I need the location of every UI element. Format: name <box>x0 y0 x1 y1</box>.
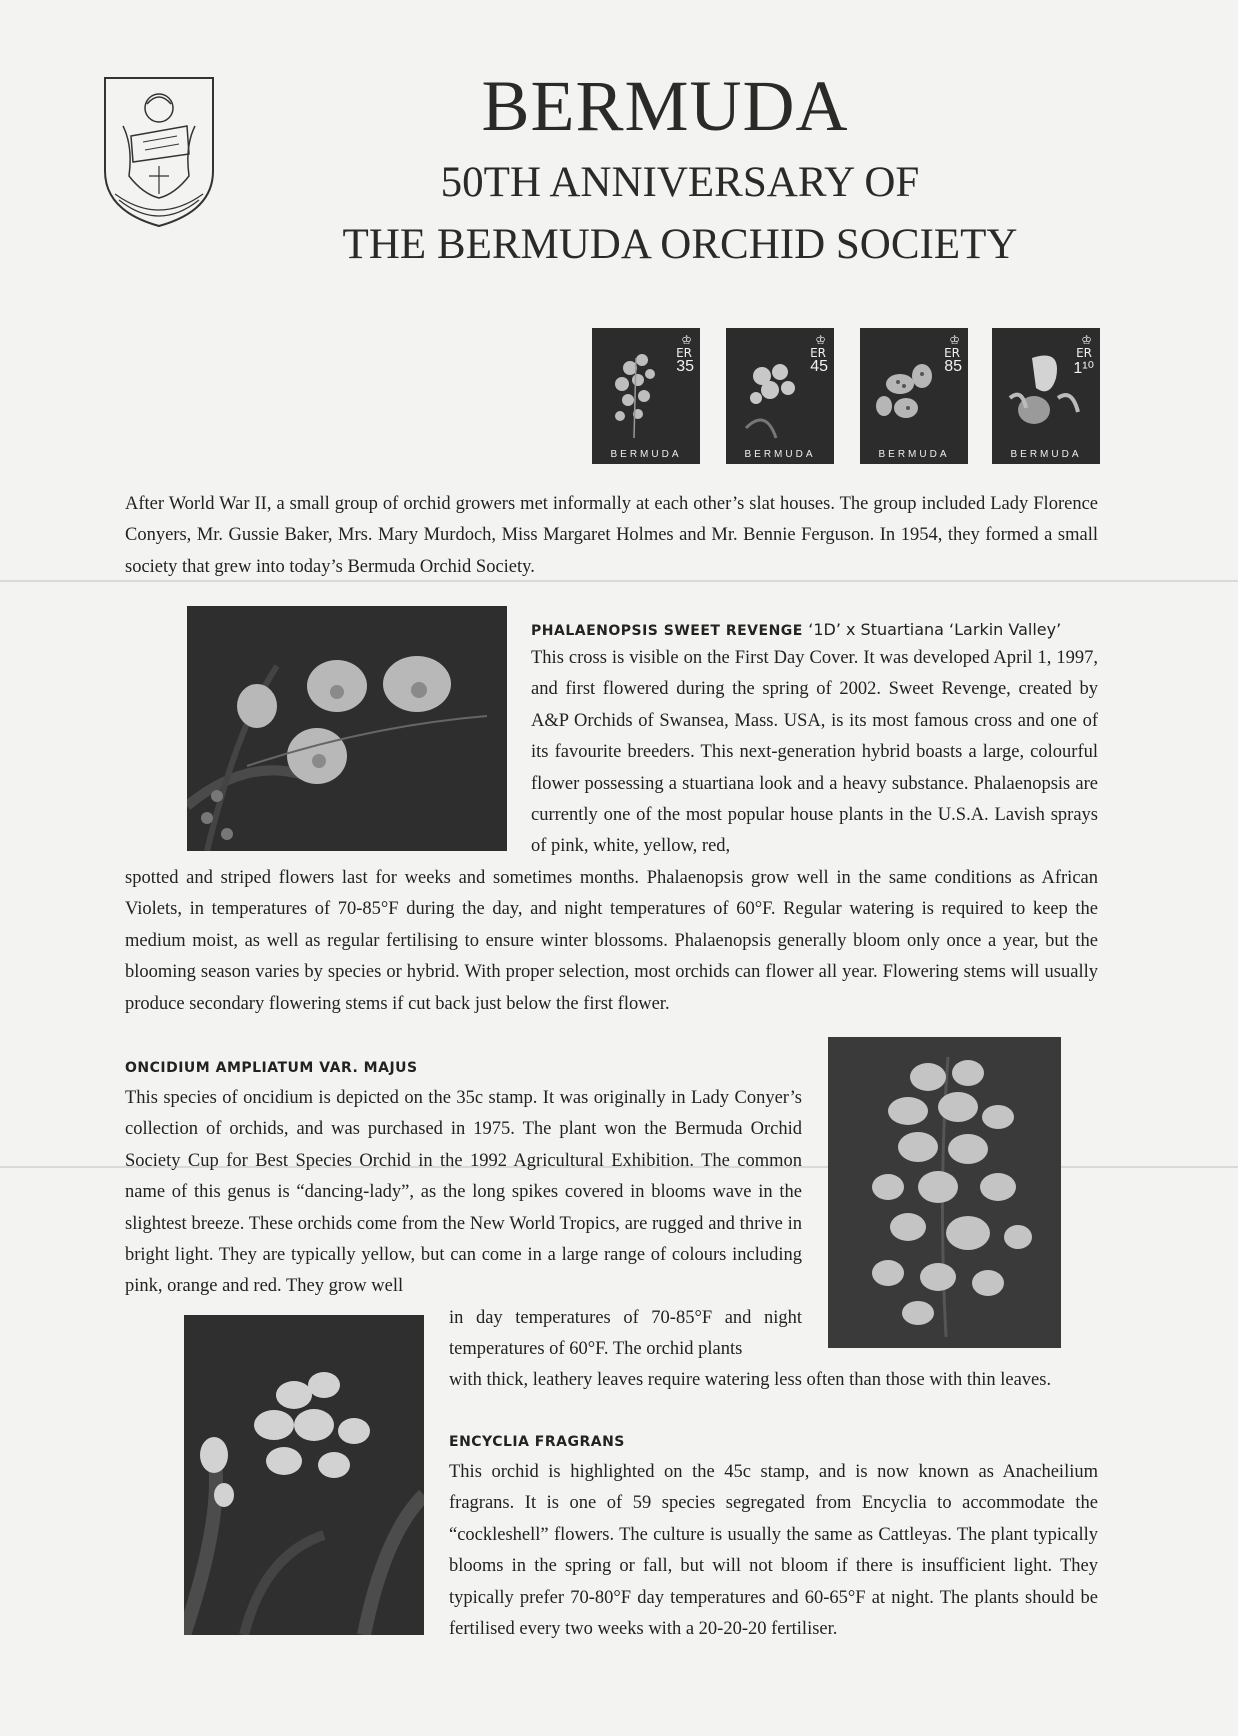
stamp-value: 1¹⁰ <box>1073 360 1094 377</box>
oncidium-text-mid: in day temperatures of 70-85°F and night temperatures of 60°F. The orchid plants <box>449 1308 802 1360</box>
stamp-set <box>592 328 1100 464</box>
oncidium-text-end: with thick, leathery leaves require watering less often than those with thin leaves. <box>449 1370 1052 1390</box>
phalaenopsis-text-full-width: spotted and striped flowers last for weeks and sometimes months. Phalaenopsis grow well in the same conditions as African Violets, in temperatures of 70-85°F during the day, and night temperatures of 60°F. Regular watering is required to keep the medium moist, as well as regular fertilising to ensure winter blossoms. Phalaenopsis generally bloom only once a year, but the blooming season varies by species or hybrid. With proper selection, most orchids can flower all year. Flowering stems will usually produce secondary flowering stems if cut back just below the first flower. <box>125 868 1098 1014</box>
stamp-country: BERMUDA <box>1010 449 1082 460</box>
stamp-110c <box>992 328 1100 464</box>
stamp-35c <box>592 328 700 464</box>
subtitle-line-1: 50TH ANNIVERSARY OF <box>440 159 920 206</box>
stamp-value: 45 <box>810 358 828 375</box>
crown-icon: ♔ <box>1081 333 1092 347</box>
royal-cypher: ER <box>676 346 692 360</box>
section-heading-encyclia <box>449 1434 1049 1450</box>
heading-text: ONCIDIUM AMPLIATUM VAR. MAJUS <box>125 1060 418 1076</box>
stamp-45c <box>726 328 834 464</box>
heading-text: PHALAENOPSIS SWEET REVENGE <box>531 623 803 639</box>
royal-cypher: ER <box>1076 346 1092 360</box>
stamp-value: 85 <box>944 358 962 375</box>
royal-cypher: ER <box>944 346 960 360</box>
phalaenopsis-photo <box>187 606 507 851</box>
stamp-value: 35 <box>676 358 694 375</box>
section-heading-oncidium <box>125 1060 725 1076</box>
stamp-85c <box>860 328 968 464</box>
heading-cultivar-text: ‘1D’ x Stuartiana ‘Larkin Valley’ <box>808 620 1062 639</box>
stamp-country: BERMUDA <box>610 449 682 460</box>
stamp-country: BERMUDA <box>878 449 950 460</box>
crown-icon: ♔ <box>681 333 692 347</box>
oncidium-photo <box>828 1037 1061 1348</box>
crown-icon: ♔ <box>815 333 826 347</box>
crown-icon: ♔ <box>949 333 960 347</box>
oncidium-text-left: This species of oncidium is depicted on the 35c stamp. It was originally in Lady Conyer’s collection of orchids, and was purchased in 1975. The plant won the Bermuda Orchid Society Cup for Best Species Orchid in the 1992 Agricultural Exhibition. The common name of this genus is “dancing-lady”, as the long spikes covered in blooms wave in the slightest breeze. These orchids come from the New World Tropics, are rugged and thrive in bright light. They are typically yellow, but can come in a large range of colours including pink, orange and red. They grow well <box>125 1088 802 1297</box>
encyclia-photo <box>184 1315 424 1635</box>
bermuda-coat-of-arms <box>103 76 215 236</box>
phalaenopsis-text-beside-photo: This cross is visible on the First Day Cover. It was developed April 1, 1997, and first flowered during the spring of 2002. Sweet Revenge, created by A&P Orchids of Swansea, Mass. USA, is its most famous cross and one of its favourite breeders. This next-generation hybrid boasts a large, colourful flower possessing a stuartiana look and a heavy substance. Phalaenopsis are currently one of the most popular house plants in the U.S.A. Lavish sprays of pink, white, yellow, red, <box>531 648 1098 857</box>
section-heading-phalaenopsis <box>531 620 1101 639</box>
intro-paragraph: After World War II, a small group of orchid growers met informally at each other’s slat houses. The group included Lady Florence Conyers, Mr. Gussie Baker, Mrs. Mary Murdoch, Miss Margaret Holmes and Mr. Bennie Ferguson. In 1954, they formed a small society that grew into today’s Bermuda Orchid Society. <box>125 494 1098 577</box>
royal-cypher: ER <box>810 346 826 360</box>
heading-text: ENCYCLIA FRAGRANS <box>449 1434 625 1450</box>
subtitle-line-2: THE BERMUDA ORCHID SOCIETY <box>342 221 1018 268</box>
encyclia-text: This orchid is highlighted on the 45c stamp, and is now known as Anacheilium fragrans. It is one of 59 species segregated from Encyclia to accommodate the “cockleshell” flowers. The culture is usually the same as Cattleyas. The plant typically blooms in the spring or fall, but will not bloom if there is insufficient light. They typically prefer 70-80°F day temperatures and 60-65°F at night. The plants should be fertilised every two weeks with a 20-20-20 fertiliser. <box>449 1462 1098 1640</box>
stamp-country: BERMUDA <box>744 449 816 460</box>
page-title: BERMUDA <box>481 66 849 146</box>
